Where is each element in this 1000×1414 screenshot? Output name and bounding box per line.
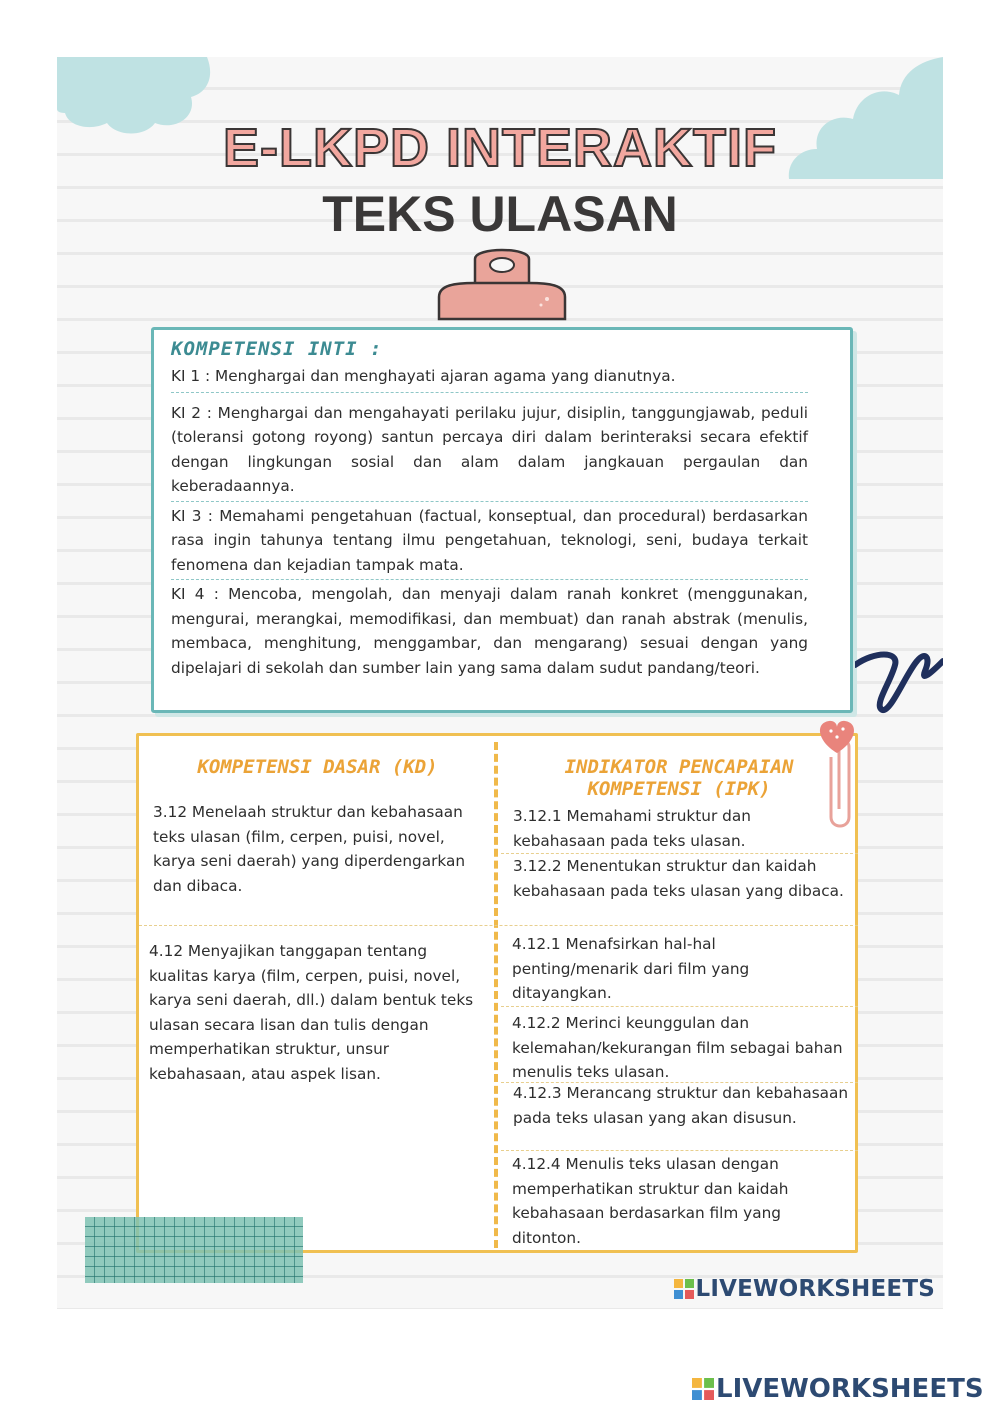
ipk-item: 4.12.1 Menafsirkan hal-hal penting/menarik dari film yang ditayangkan. xyxy=(512,935,750,1003)
squiggle-decoration-icon xyxy=(855,647,943,717)
kd-item: 3.12 Menelaah struktur dan kebahasaan teks ulasan (film, cerpen, puisi, novel, karya seni daerah) yang diperdengarkan dan dibaca. xyxy=(153,803,466,895)
ipk-item: 3.12.1 Memahami struktur dan kebahasaan pada teks ulasan. xyxy=(513,807,751,850)
worksheet-page xyxy=(57,57,943,1309)
ipk-item: 4.12.2 Merinci keunggulan dan kelemahan/kekurangan film sebagai bahan menulis teks ulasan. xyxy=(512,1014,843,1082)
ki-item: KI 1 : Menghargai dan menghayati ajaran agama yang dianutnya. xyxy=(171,364,808,393)
liveworksheets-logo-outer xyxy=(692,1374,984,1404)
ki-item: KI 3 : Memahami pengetahuan (factual, konseptual, dan procedural) berdasarkan rasa ingin tahunya tentang ilmu pengetahuan, teknologi, seni, budaya terkait fenomena dan kejadian tampak mata. xyxy=(171,502,808,581)
kd-ipk-table xyxy=(136,733,858,1253)
column-divider xyxy=(494,742,498,1248)
kd-heading: KOMPETENSI DASAR (KD) xyxy=(197,756,438,778)
kompetensi-inti-heading: KOMPETENSI INTI : xyxy=(171,338,383,360)
page-title: E-LKPD INTERAKTIF xyxy=(223,118,777,178)
liveworksheets-logo-icon xyxy=(692,1378,714,1400)
row-divider xyxy=(501,1150,858,1151)
liveworksheets-text: LIVEWORKSHEETS xyxy=(695,1276,935,1302)
ipk-item: 3.12.2 Menentukan struktur dan kaidah kebahasaan pada teks ulasan yang dibaca. xyxy=(513,857,844,900)
binder-clip-icon xyxy=(435,247,569,327)
ki-item: KI 4 : Mencoba, mengolah, dan menyaji dalam ranah konkret (menggunakan, mengurai, merangkai, memodifikasi, dan membuat) dan ranah abstrak (menulis, membaca, menghitung, menggambar, dan mengarang) sesuai dengan yang dipelajari di sekolah dan sumber lain yang sama dalam sudut pandang/teori. xyxy=(171,585,808,677)
kompetensi-inti-box xyxy=(151,327,853,713)
paperclip-heart-icon xyxy=(809,717,865,837)
liveworksheets-logo-inner xyxy=(674,1276,935,1302)
ipk-heading-line2: KOMPETENSI (IPK) xyxy=(587,778,771,800)
ipk-item: 4.12.4 Menulis teks ulasan dengan memperhatikan struktur dan kaidah kebahasaan berdasarkan film yang ditonton. xyxy=(512,1155,789,1247)
page-subtitle: TEKS ULASAN xyxy=(322,186,678,242)
row-divider xyxy=(139,925,858,926)
kd-item: 4.12 Menyajikan tanggapan tentang kualitas karya (film, cerpen, puisi, novel, karya seni daerah, dll.) dalam bentuk teks ulasan secara lisan dan tulis dengan memperhatikan struktur, unsur kebahasaan, atau aspek lisan. xyxy=(149,942,474,1083)
ki-item: KI 2 : Menghargai dan mengahayati perilaku jujur, disiplin, tanggungjawab, peduli (toleransi gotong royong) santun percaya diri dalam berinteraksi secara efektif dengan lingkungan sosial dan alam dalam jangkauan pergaulan dan keberadaannya. xyxy=(171,393,808,502)
grid-tape-decoration-icon xyxy=(85,1217,305,1285)
liveworksheets-text: LIVEWORKSHEETS xyxy=(716,1374,984,1404)
liveworksheets-logo-icon xyxy=(674,1279,694,1299)
ipk-heading-line1: INDIKATOR PENCAPAIAN xyxy=(564,756,794,778)
ipk-item: 4.12.3 Merancang struktur dan kebahasaan pada teks ulasan yang akan disusun. xyxy=(513,1084,849,1127)
row-divider xyxy=(501,1006,858,1007)
